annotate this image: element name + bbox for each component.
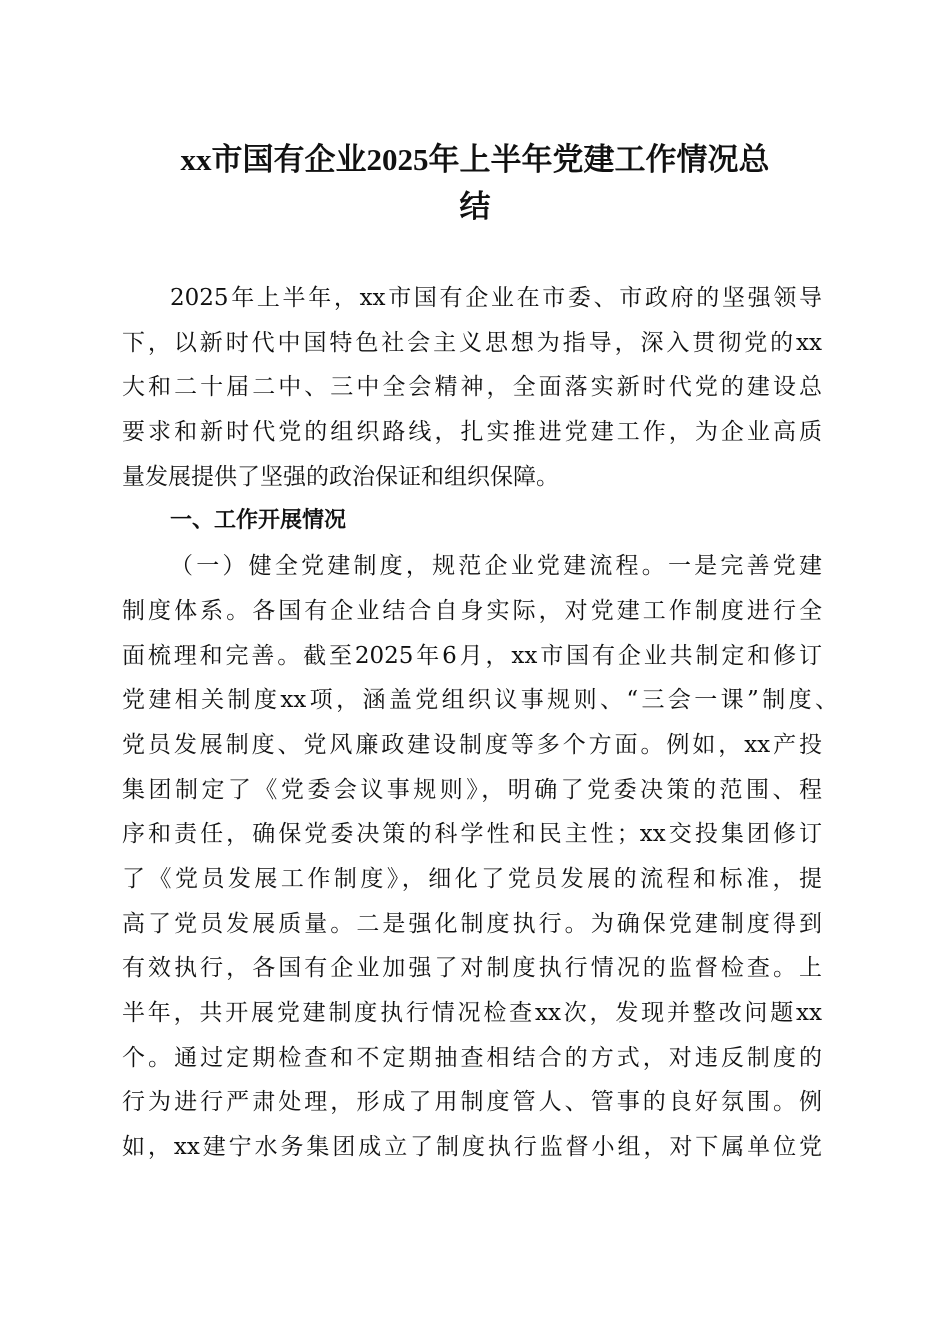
body-text-line: （一）健全党建制度，规范企业党建流程。一是完善党建 bbox=[170, 553, 822, 580]
body-text-line: 如，xx建宁水务集团成立了制度执行监督小组，对下属单位党 bbox=[122, 1134, 822, 1161]
document-body bbox=[122, 276, 838, 1170]
body-text-line: 要求和新时代党的组织路线，扎实推进党建工作，为企业高质 bbox=[122, 419, 822, 446]
body-text-line: 有效执行，各国有企业加强了对制度执行情况的监督检查。上 bbox=[122, 955, 822, 982]
body-text-line: 行为进行严肃处理，形成了用制度管人、管事的良好氛围。例 bbox=[122, 1089, 822, 1116]
body-text-line: 党员发展制度、党风廉政建设制度等多个方面。例如，xx产投 bbox=[122, 731, 822, 758]
body-text-line: 党建相关制度xx项，涵盖党组织议事规则、“三会一课”制度、 bbox=[122, 687, 838, 714]
body-text-line: 半年，共开展党建制度执行情况检查xx次，发现并整改问题xx bbox=[122, 1000, 822, 1026]
body-text-line: 序和责任，确保党委决策的科学性和民主性；xx交投集团修订 bbox=[122, 821, 822, 848]
title-line-2: 结 bbox=[459, 189, 491, 224]
body-text-line: 了《党员发展工作制度》，细化了党员发展的流程和标准，提 bbox=[122, 865, 822, 892]
body-text-line: 下，以新时代中国特色社会主义思想为指导，深入贯彻党的xx bbox=[122, 329, 822, 356]
body-text-line: 高了党员发展质量。二是强化制度执行。为确保党建制度得到 bbox=[122, 910, 822, 937]
body-text-line: 量发展提供了坚强的政治保证和组织保障。 bbox=[122, 463, 559, 490]
document-title bbox=[100, 136, 850, 230]
title-line-1: xx市国有企业2025年上半年党建工作情况总 bbox=[180, 142, 770, 177]
body-text-line: 个。通过定期检查和不定期抽查相结合的方式，对违反制度的 bbox=[122, 1044, 822, 1071]
body-text-line: 大和二十届二中、三中全会精神，全面落实新时代党的建设总 bbox=[122, 374, 822, 401]
body-text-line: 集团制定了《党委会议事规则》，明确了党委决策的范围、程 bbox=[122, 776, 822, 803]
body-text-line: 2025年上半年，xx市国有企业在市委、市政府的坚强领导 bbox=[170, 285, 822, 311]
body-text-line: 面梳理和完善。截至2025年6月，xx市国有企业共制定和修订 bbox=[122, 642, 822, 669]
section-heading: 一、工作开展情况 bbox=[170, 508, 347, 534]
body-text-line: 制度体系。各国有企业结合自身实际，对党建工作制度进行全 bbox=[122, 597, 822, 624]
